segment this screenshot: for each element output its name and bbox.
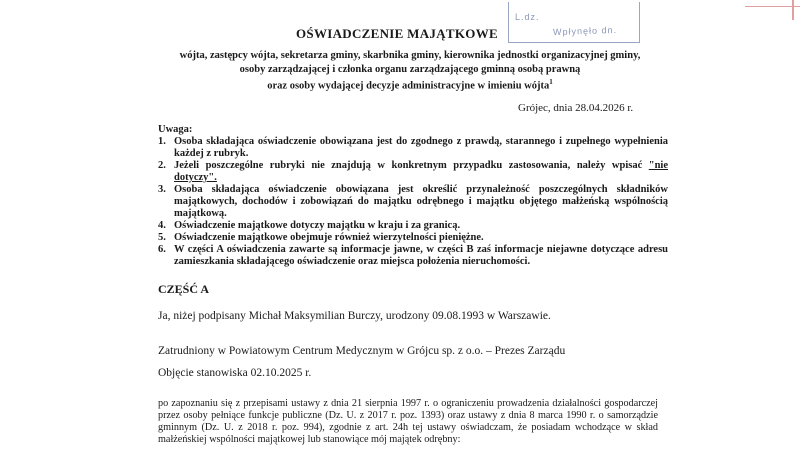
notes-heading: Uwaga: [158,124,193,135]
statement-paragraph: po zapoznaniu się z przepisami ustawy z dnia 21 sierpnia 1997 r. o ograniczeniu prowadzenia działalności gospodarczej przez osoby pełniące funkcje publiczne (Dz. U. z 2017 r. poz. 1393) oraz ustawy z dnia 8 marca 1990 r. o samorządzie gminnym (Dz. U. z 2018 r. poz. 994), zgodnie z art. 24h tej ustawy oświadczam, że posiadam wchodzące w skład małżeńskiej wspólności majątkowej lub stanowiące mój majątek odrębny: [158,398,658,445]
document-title: OŚWIADCZENIE MAJĄTKOWE [296,26,498,41]
note-item: 6. W części A oświadczenia zawarte są informacje jawne, w części B zaś informacje niejawne dotyczące adresu zamieszkania składającego oświadczenie oraz miejsca położenia nieruchomości. [158,244,668,267]
red-stamp-edge-vertical [792,0,794,20]
part-a-heading: CZĘŚĆ A [158,282,210,296]
stamp-line-1: L.dz. [515,12,540,22]
employment-line: Zatrudniony w Powiatowym Centrum Medycznym w Grójcu sp. z o.o. – Prezes Zarządu [158,345,566,357]
position-start-line: Objęcie stanowiska 02.10.2025 r. [158,367,312,379]
note-item: 2. Jeżeli poszczególne rubryki nie znajdują w konkretnym przypadku zastosowania, należy wpisać "nie dotyczy". [158,160,668,183]
document-subtitle [150,49,670,93]
footnote-mark: 1 [549,78,553,86]
declarant-line: Ja, niżej podpisany Michał Maksymilian Burczy, urodzony 09.08.1993 w Warszawie. [158,310,551,322]
subtitle-line: osoby zarządzającej i członka organu zarządzającego gminną osobą prawną [239,63,581,75]
note-item: 5. Oświadczenie majątkowe obejmuje również wierzytelności pieniężne. [158,232,484,243]
subtitle-line: oraz osoby wydającej decyzje administracyjne w imieniu wójta$^1$ [267,78,553,92]
note-item: 4. Oświadczenie majątkowe dotyczy majątku w kraju i za granicą. [158,220,461,231]
place-date-line: Grójec, dnia 28.04.2026 r. [518,102,634,114]
note-item: 1. Osoba składająca oświadczenie obowiązana jest do zgodnego z prawdą, starannego i zupełnego wypełnienia każdej z rubryk. [158,136,668,159]
registry-stamp [508,2,640,43]
subtitle-line: wójta, zastępcy wójta, sekretarza gminy, skarbnika gminy, kierownika jednostki organizacyjnej gminy, [179,50,641,61]
notes-list [158,136,668,268]
note-item: 3. Osoba składająca oświadczenie obowiązana jest określić przynależność poszczególnych składników majątkowych, dochodów i zobowiązań do majątku odrębnego i majątku objętego małżeńską wspólnością majątkową. [158,184,668,219]
stamp-line-2: Wpłynęło dn. [552,24,618,38]
not-applicable-phrase: "nie dotyczy". [174,160,668,183]
